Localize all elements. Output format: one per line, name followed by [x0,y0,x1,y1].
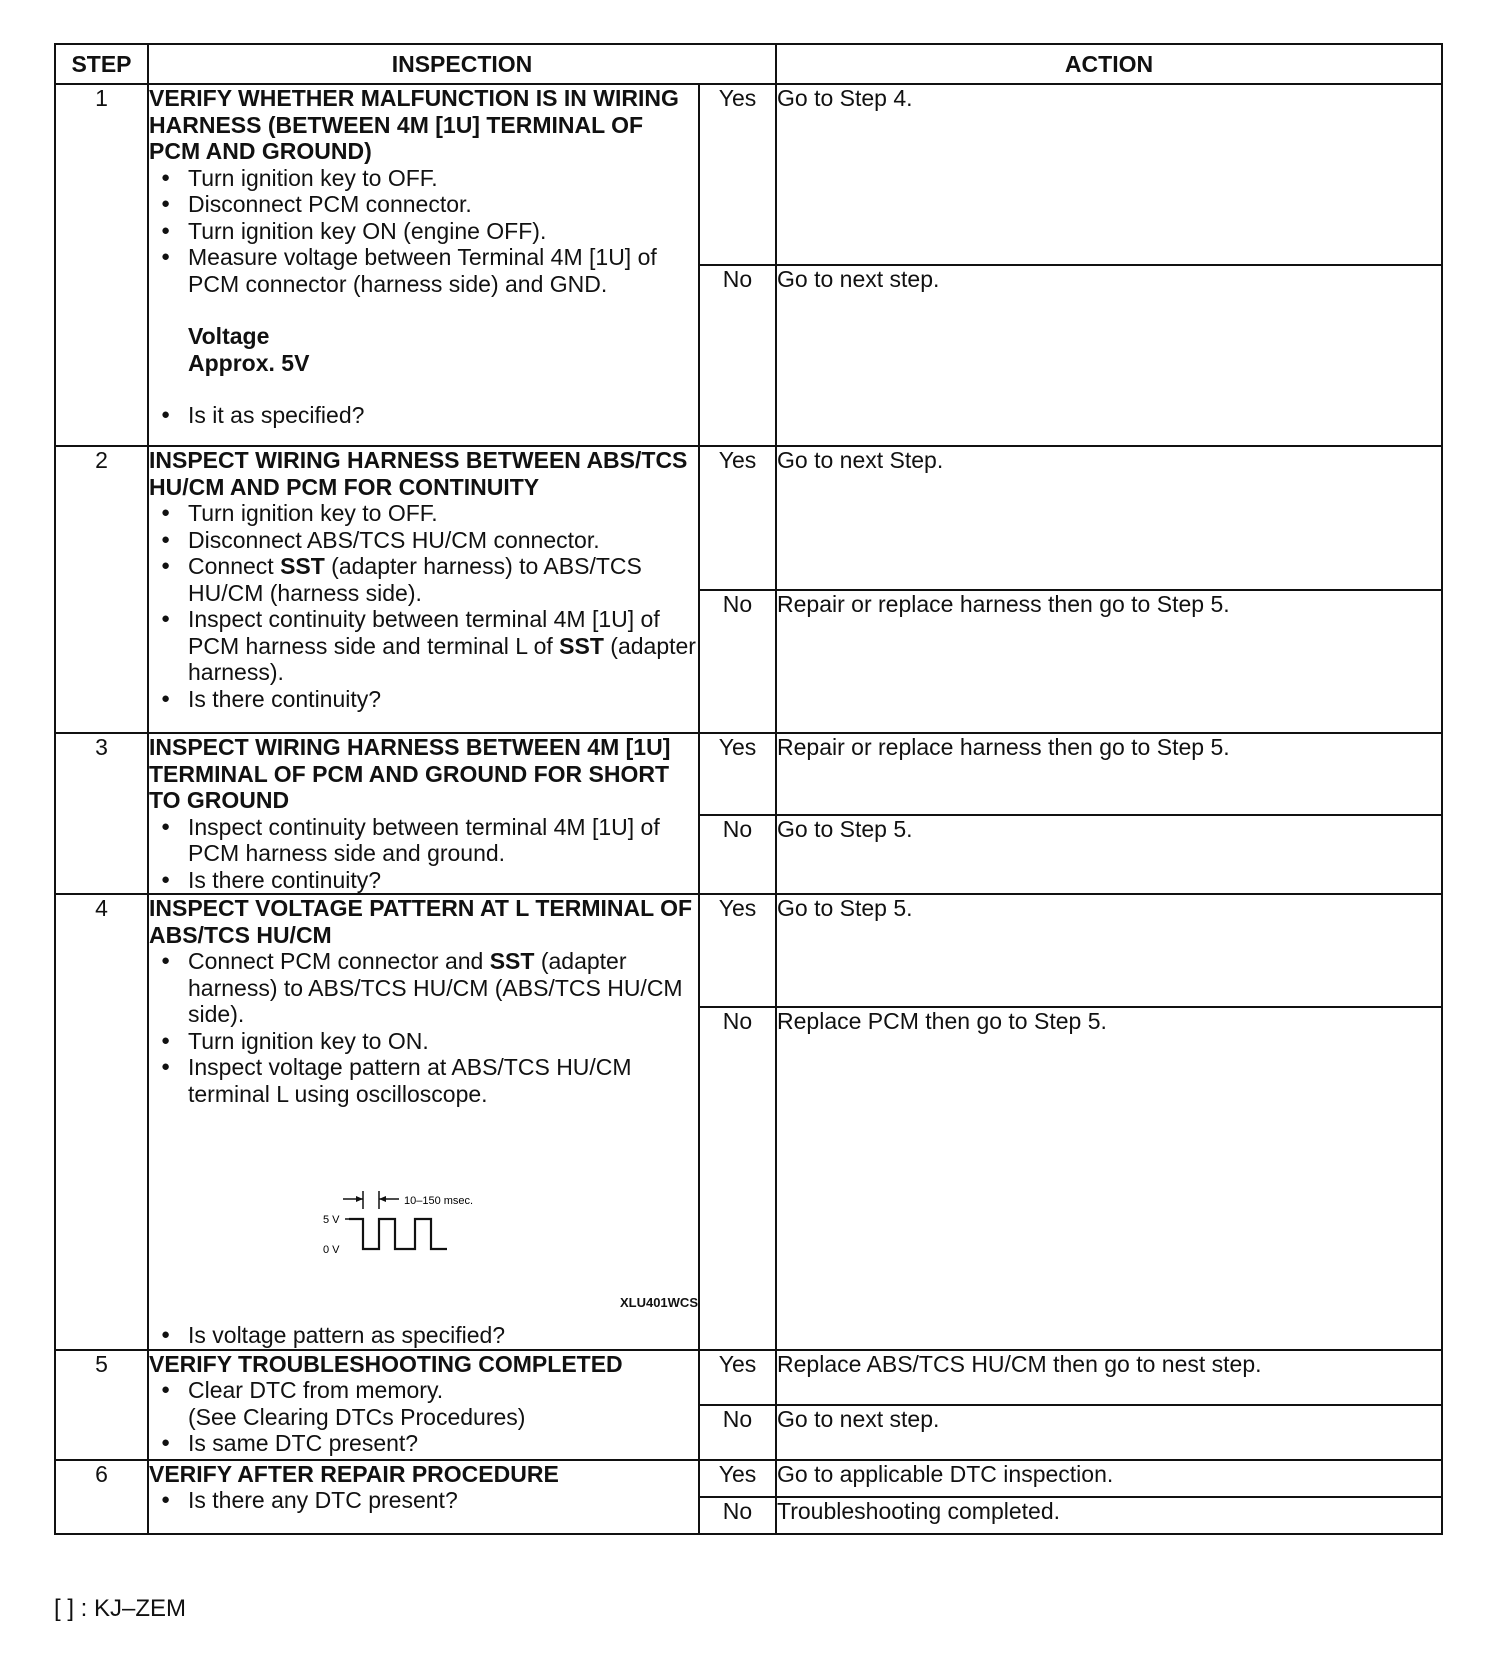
yes-label: Yes [699,84,776,265]
yes-action: Go to Step 5. [776,894,1442,1007]
bullet-item: ● Turn ignition key to OFF. [149,500,698,527]
bullet-item: ● Disconnect ABS/TCS HU/CM connector. [149,527,698,554]
yes-action: Replace ABS/TCS HU/CM then go to nest step. [776,1350,1442,1405]
bullet-list [149,165,698,298]
spec-label: Voltage [188,323,270,349]
bullet-item: ● Turn ignition key to OFF. [149,165,698,192]
yes-action: Repair or replace harness then go to Step 5. [776,733,1442,815]
text: (adapter harness). [188,632,696,685]
step-6-yes-row [55,1460,1442,1497]
sst-label: SST [559,632,604,659]
bullet-item: ● Turn ignition key to ON. [149,1028,698,1055]
high-voltage-label: 5 V [323,1214,340,1226]
no-action: Go to Step 5. [776,815,1442,895]
no-action: Troubleshooting completed. [776,1497,1442,1534]
low-voltage-label: 0 V [323,1244,340,1256]
bullet-list [149,1430,698,1457]
spec-value: Approx. 5V [188,349,310,376]
square-wave [349,1219,447,1249]
bullet-list [149,1487,698,1514]
header-inspection: INSPECTION [148,44,776,84]
step-2-inspection [148,446,699,733]
step-number: 5 [55,1350,148,1460]
bullet-item: ● Disconnect PCM connector. [149,191,698,218]
bullet-item: ● Inspect voltage pattern at ABS/TCS HU/CM terminal L using oscilloscope. [149,1054,698,1107]
step-title: VERIFY AFTER REPAIR PROCEDURE [149,1460,559,1487]
voltage-pattern-figure [149,1107,698,1322]
bullet-list [149,814,698,894]
bullet-list [149,1377,698,1404]
text: Inspect continuity between terminal 4M [1U] of PCM harness side and terminal L of [188,606,660,659]
step-title: VERIFY WHETHER MALFUNCTION IS IN WIRING HARNESS (BETWEEN 4M [1U] TERMINAL OF PCM AND GROUND) [149,85,679,164]
question: ● Is same DTC present? [149,1430,698,1457]
step-2-yes-row [55,446,1442,590]
no-action: Replace PCM then go to Step 5. [776,1007,1442,1350]
sst-label: SST [280,553,325,579]
step-number: 6 [55,1460,148,1534]
question: ● Is there continuity? [149,686,698,713]
step-title: INSPECT WIRING HARNESS BETWEEN ABS/TCS HU/CM AND PCM FOR CONTINUITY [149,447,688,500]
waveform-diagram [149,1107,678,1322]
header-step: STEP [55,44,148,84]
bullet-continuation: (See Clearing DTCs Procedures) [188,1403,526,1430]
text: (adapter harness) to ABS/TCS HU/CM (harness side). [188,553,642,606]
bullet-item: ● Clear DTC from memory. [149,1377,698,1404]
step-title: INSPECT WIRING HARNESS BETWEEN 4M [1U] TERMINAL OF PCM AND GROUND FOR SHORT TO GROUND [149,734,671,813]
step-title: INSPECT VOLTAGE PATTERN AT L TERMINAL OF ABS/TCS HU/CM [149,895,693,948]
step-title: VERIFY TROUBLESHOOTING COMPLETED [149,1350,623,1377]
step-3-yes-row [55,733,1442,815]
figure-code: XLU401WCS [619,1294,698,1310]
yes-label: Yes [699,1350,776,1405]
step-5-yes-row [55,1350,1442,1405]
bullet-list [149,402,698,429]
question: ● Is there any DTC present? [149,1487,698,1514]
no-action: Repair or replace harness then go to Step 5. [776,590,1442,733]
step-number: 2 [55,446,148,733]
no-label: No [699,1007,776,1350]
sst-label: SST [489,948,535,974]
no-action: Go to next step. [776,265,1442,446]
question: ● Is it as specified? [149,402,698,429]
step-3-inspection [148,733,699,894]
no-action: Go to next step. [776,1405,1442,1460]
yes-label: Yes [699,1460,776,1497]
bullet-list [149,500,698,712]
yes-action: Go to applicable DTC inspection. [776,1460,1442,1497]
step-1-inspection [148,84,699,446]
yes-action: Go to Step 4. [776,84,1442,265]
header-action: ACTION [776,44,1442,84]
yes-label: Yes [699,894,776,1007]
bullet-list [149,1322,698,1349]
no-label: No [699,1405,776,1460]
pulse-width-label: 10–150 msec. [404,1195,474,1207]
text: Connect [188,553,281,579]
bullet-item: ● Inspect continuity between terminal 4M [1U] of PCM harness side and ground. [149,814,698,867]
footnote: [ ] : KJ–ZEM [54,1595,187,1622]
step-4-inspection [148,894,699,1350]
inspection-table [54,43,1443,1535]
step-1-yes-row [55,84,1442,265]
bullet-item [149,948,698,1028]
question: ● Is voltage pattern as specified? [149,1322,698,1349]
step-5-inspection [148,1350,699,1460]
step-number: 1 [55,84,148,446]
yes-label: Yes [699,446,776,590]
step-6-inspection [148,1460,699,1534]
no-label: No [699,1497,776,1534]
bullet-item: ● Turn ignition key ON (engine OFF). [149,218,698,245]
text: (adapter harness) to ABS/TCS HU/CM (ABS/TCS HU/CM side). [188,948,683,1027]
bullet-item: ● Measure voltage between Terminal 4M [1U] of PCM connector (harness side) and GND. [149,244,698,297]
no-label: No [699,590,776,733]
yes-action: Go to next Step. [776,446,1442,590]
bullet-item [149,553,698,606]
step-number: 4 [55,894,148,1350]
yes-label: Yes [699,733,776,815]
step-number: 3 [55,733,148,894]
bullet-list [149,948,698,1107]
specification [149,323,698,376]
header-row [55,44,1442,84]
no-label: No [699,265,776,446]
bullet-item [149,606,698,686]
text: Connect PCM connector and [188,948,490,974]
step-4-yes-row [55,894,1442,1007]
no-label: No [699,815,776,895]
question: ● Is there continuity? [149,867,698,894]
